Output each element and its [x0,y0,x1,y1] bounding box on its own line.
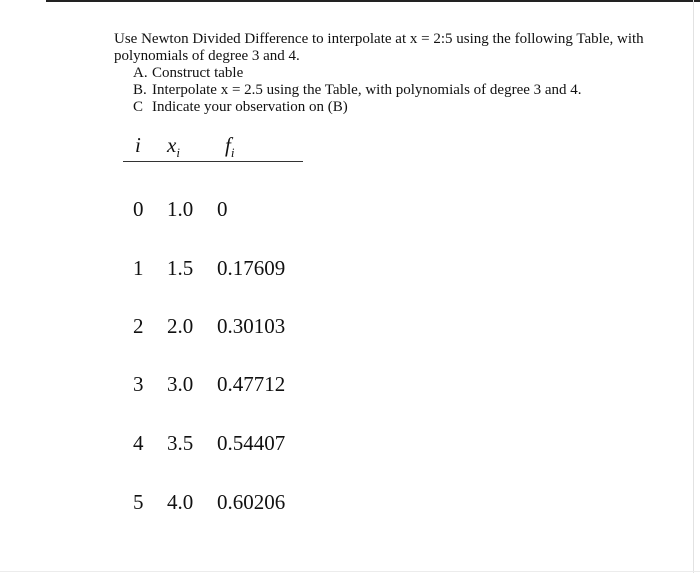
data-table [123,131,303,514]
cell-f: 0 [217,197,228,221]
sub-item-text: Interpolate x = 2.5 using the Table, with polynomials of degree 3 and 4. [152,82,582,98]
header-f-subscript: i [230,145,235,161]
cell-f: 0.60206 [217,490,286,514]
table-row [123,372,323,396]
cell-i: 4 [133,431,144,455]
cell-i: 2 [133,314,144,338]
cell-f: 0.54407 [217,431,286,455]
cell-f: 0.47712 [217,372,286,396]
sub-item-c [114,99,674,116]
top-border-line [46,0,700,2]
cell-x: 3.0 [167,372,194,396]
table-row [123,197,323,221]
header-x-symbol: x [167,133,177,157]
cell-x: 3.5 [167,431,194,455]
table-header [123,131,303,162]
problem-statement: Use Newton Divided Difference to interpolate at x = 2:5 using the following Table, with polynomials of degree 3 and 4. [114,31,644,64]
sub-item-text: Indicate your observation on (B) [152,99,348,115]
cell-i: 1 [133,256,144,280]
table-row [123,431,323,455]
bottom-border-line [0,571,700,572]
sub-item-marker: C [133,99,144,115]
sub-item-a [114,65,674,82]
cell-i: 0 [133,197,144,221]
right-border-line [693,0,694,573]
cell-f: 0.17609 [217,256,286,280]
cell-x: 1.0 [167,197,194,221]
sub-item-marker: B. [133,82,147,98]
table-row [123,490,323,514]
header-i: i [135,133,141,157]
cell-x: 1.5 [167,256,194,280]
header-x-subscript: i [176,145,180,161]
table-row [123,256,323,280]
sub-item-marker: A. [133,65,148,81]
table-row [123,314,323,338]
cell-i: 5 [133,490,144,514]
cell-x: 2.0 [167,314,194,338]
cell-f: 0.30103 [217,314,286,338]
sub-item-b [114,82,674,99]
header-f [225,133,234,161]
header-f-symbol: f [225,133,231,157]
problem-text [114,31,674,116]
sub-item-text: Construct table [152,65,244,81]
cell-i: 3 [133,372,144,396]
header-x [167,133,180,161]
cell-x: 4.0 [167,490,194,514]
